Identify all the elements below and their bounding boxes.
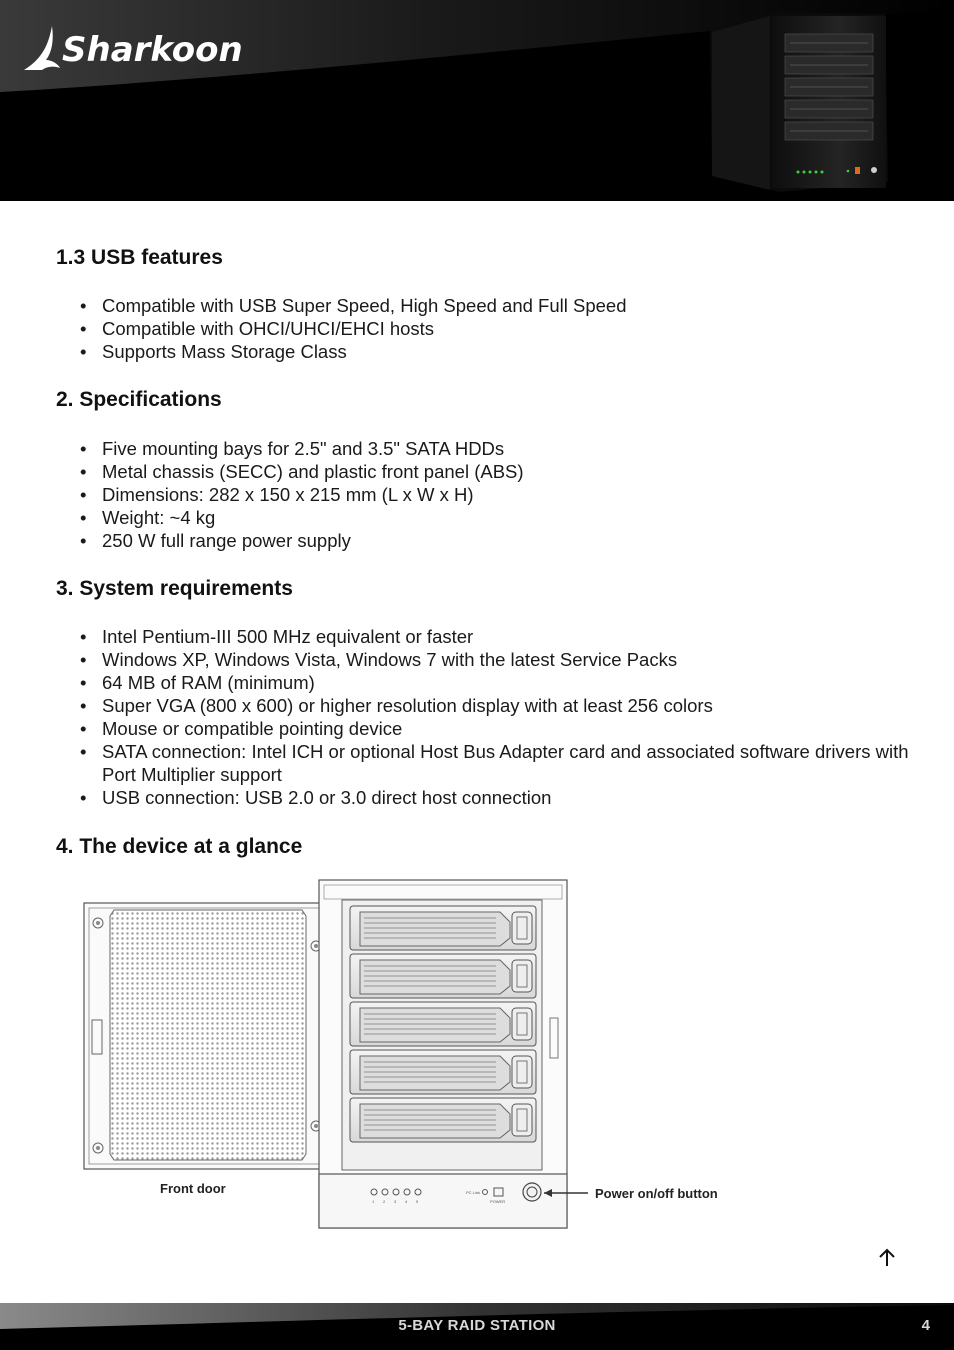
- list-item: • Five mounting bays for 2.5" and 3.5" SATA HDDs: [80, 437, 920, 460]
- led-number: 2: [383, 1199, 386, 1204]
- list-item: • Compatible with OHCI/UHCI/EHCI hosts: [80, 317, 920, 340]
- section-title-device-at-a-glance: 4. The device at a glance: [56, 835, 303, 858]
- list-item: • Dimensions: 282 x 150 x 215 mm (L x W x H): [80, 483, 920, 506]
- drive-bay-2: [350, 954, 536, 998]
- section-title-system-requirements: 3. System requirements: [56, 577, 293, 600]
- list-item: • Mouse or compatible pointing device: [80, 717, 920, 740]
- section-title-usb-features: 1.3 USB features: [56, 246, 223, 269]
- power-button-label: Power on/off button: [595, 1186, 718, 1201]
- list-item: • SATA connection: Intel ICH or optional Host Bus Adapter card and associated software drivers with Port Multiplier support: [80, 740, 920, 786]
- list-item: • 250 W full range power supply: [80, 529, 920, 552]
- list-item: • Supports Mass Storage Class: [80, 340, 920, 363]
- drive-bay-5: [350, 1098, 536, 1142]
- front-door: [84, 903, 328, 1196]
- list-item: • Windows XP, Windows Vista, Windows 7 with the latest Service Packs: [80, 648, 920, 671]
- list-item: • Weight: ~4 kg: [80, 506, 920, 529]
- list-item: • Compatible with USB Super Speed, High Speed and Full Speed: [80, 294, 920, 317]
- drive-bays: [350, 906, 536, 1142]
- drive-bay-1: [350, 906, 536, 950]
- system-requirements-list: [80, 625, 920, 809]
- drive-bay-4: [350, 1050, 536, 1094]
- led-number: 3: [394, 1199, 397, 1204]
- power-small-label: POWER: [490, 1199, 506, 1204]
- led-number: 1: [372, 1199, 375, 1204]
- list-item: • 64 MB of RAM (minimum): [80, 671, 920, 694]
- section-title-specifications: 2. Specifications: [56, 388, 222, 411]
- front-door-label: Front door: [160, 1181, 226, 1196]
- up-arrow-icon[interactable]: [876, 1246, 898, 1270]
- page-footer: [0, 1303, 954, 1350]
- led-number: 4: [405, 1199, 408, 1204]
- pc-link-label: PC Link: [466, 1190, 481, 1195]
- brand-logo: Sharkoon: [62, 30, 243, 70]
- footer-title: 5-BAY RAID STATION: [398, 1317, 556, 1334]
- list-item: • Metal chassis (SECC) and plastic front panel (ABS): [80, 460, 920, 483]
- list-item: • Intel Pentium-III 500 MHz equivalent or faster: [80, 625, 920, 648]
- specifications-list: [80, 437, 920, 552]
- device-photo: [710, 12, 888, 192]
- list-item: • USB connection: USB 2.0 or 3.0 direct host connection: [80, 786, 920, 809]
- page-header: [0, 0, 954, 201]
- page-number: 4: [921, 1317, 930, 1334]
- drive-bay-3: [350, 1002, 536, 1046]
- power-button: [523, 1183, 541, 1201]
- list-item: • Super VGA (800 x 600) or higher resolution display with at least 256 colors: [80, 694, 920, 717]
- device-diagram: [80, 876, 720, 1236]
- led-number: 5: [416, 1199, 419, 1204]
- usb-features-list: [80, 294, 920, 363]
